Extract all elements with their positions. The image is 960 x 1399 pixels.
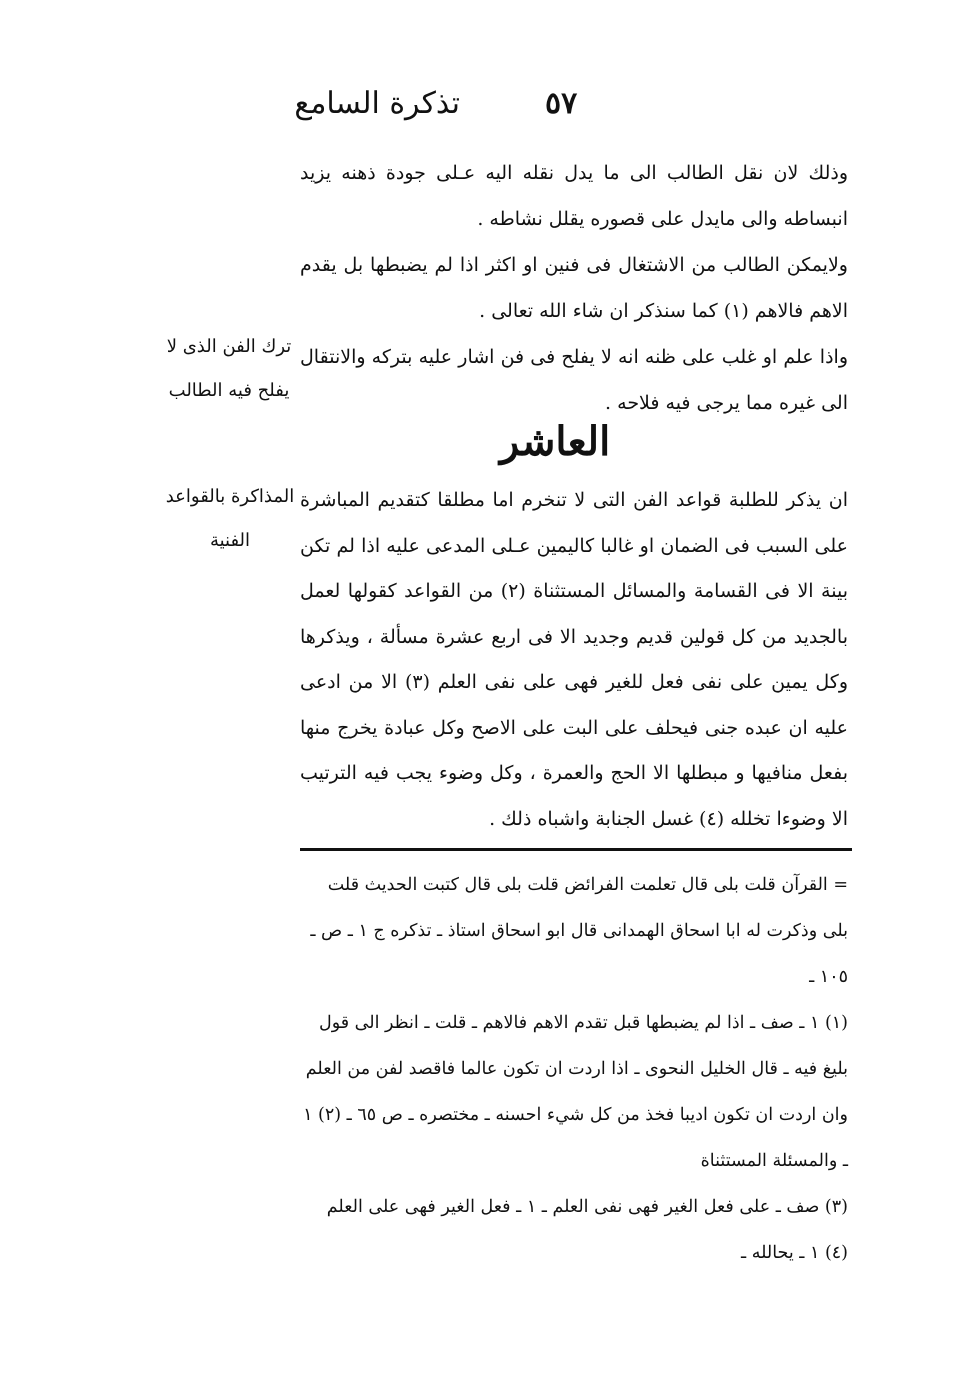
page-header (290, 80, 460, 140)
page-number: ٥٧ (545, 86, 578, 121)
intro-text (300, 150, 848, 426)
footnote: (١) ١ ـ صف ـ اذا لم يضبطها قبل تقدم الاهم فالاهم ـ قلت ـ انظر الى قول بليغ فيه ـ قال الخليل النحوى ـ اذا اردت ان تكون عالما فاقصد لفن من العلم وان اردت ان تكون اديبا فخذ من كل شيء احسنه ـ مختصره ـ ص ٦٥ ـ (٢) ١ ـ والمسئلة المستثناة (303, 1013, 848, 1171)
margin-note: ترك الفن الذى لا يفلح فيه الطالب (166, 336, 292, 401)
paragraph: وذلك لان نقل الطالب الى ما يدل نقله اليه عـلى جودة ذهنه يزيد انبساطه والى مايدل على قصوره يقلل نشاطه . (300, 162, 848, 230)
section-body (300, 478, 848, 842)
footnotes (300, 862, 848, 1276)
paragraph: ولايمكن الطالب من الاشتغال فى فنين او اكثر اذا لم يضبطها بل يقدم الاهم فالاهم (١) كما سنذكر ان شاء الله تعالى . (300, 254, 848, 322)
running-title: تذكرة السامع (294, 86, 460, 121)
footnote-divider (300, 848, 852, 851)
footnote: (٤) ١ ـ يحالله ـ (741, 1243, 848, 1263)
margin-note: المذاكرة بالقواعد الفنية (165, 486, 295, 551)
footnote: = القرآن قلت بلى قال تعلمت الفرائض قلت بلى قال كتبت الحديث قلت بلى وذكرت له ابا اسحاق الهمدانى قال ابو اسحاق استاذ ـ تذكره ج ١ ـ ص ـ ١٠٥ ـ (310, 875, 848, 987)
footnote: (٣) صف ـ على فعل الغير فهى نفى العلم ـ ١ ـ فعل الغير فهى على العلم (326, 1197, 848, 1217)
section-heading: العاشر (499, 418, 611, 465)
paragraph: واذا علم او غلب على ظنه انه لا يفلح فى فن اشار عليه بتركه والانتقال الى غيره مما يرجى فيه فلاحه . (300, 346, 848, 414)
paragraph: ان يذكر للطلبة قواعد الفن التى لا تنخرم اما مطلقا كتقديم المباشرة على السبب فى الضمان او غالبا كاليمين عـلى المدعى عليه اذا لم تكن بينة الا فى القسامة والمسائل المستثناة (٢) من القواعد كقولها لعمل بالجديد من كل قولين قديم وجديد الا فى اربع عشرة مسألة ، ويذكرها وكل يمين على نفى فعل للغير فهى على نفى العلم (٣) الا من ادعى عليه ان عبده جنى فيحلف على البت على الاصح وكل عبادة يخرج منها بفعل منافيها و مبطلها الا الحج والعمرة ، وكل وضوء يجب فيه الترتيب الا وضوءا تخلله (٤) غسل الجنابة واشباه ذلك . (300, 489, 848, 830)
